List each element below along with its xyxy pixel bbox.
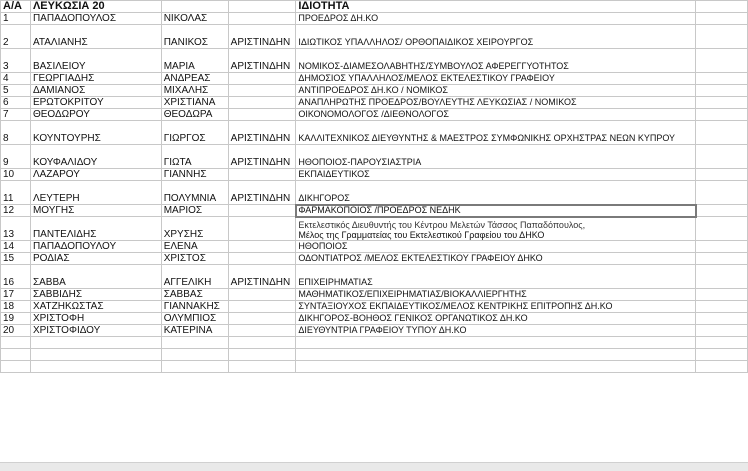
first-name-cell[interactable]: ΧΡΙΣΤΟΣ (161, 253, 228, 265)
last-name-cell[interactable]: ΠΑΝΤΕΛΙΔΗΣ (30, 217, 161, 241)
attribute-text: ΔΙΚΗΓΟΡΟΣ (298, 193, 350, 203)
first-name-cell[interactable]: ΧΡΥΣΗΣ (161, 217, 228, 241)
empty-cell[interactable] (696, 361, 748, 373)
last-name-cell[interactable]: ΕΡΩΤΟΚΡΙΤΟΥ (30, 97, 161, 109)
empty-cell[interactable] (30, 349, 161, 361)
row-number-cell[interactable]: 20 (1, 325, 31, 337)
table-row (1, 121, 748, 145)
empty-cell[interactable] (1, 337, 31, 349)
table-row (1, 169, 748, 181)
header-empty-cell-c[interactable] (161, 1, 228, 13)
attribute-text: ΝΟΜΙΚΟΣ-ΔΙΑΜΕΣΟΛΑΒΗΤΗΣ/ΣΥΜΒΟΥΛΟΣ ΑΦΕΡΕΓΓΥΟΤΗΤΟΣ (298, 61, 569, 71)
table-row (1, 97, 748, 109)
row-number-cell[interactable]: 5 (1, 85, 31, 97)
last-name-cell[interactable]: ΣΑΒΒΙΔΗΣ (30, 289, 161, 301)
tag-cell[interactable]: ΑΡΙΣΤΙΝΔΗΝ (228, 121, 296, 145)
empty-cell-f[interactable] (696, 49, 748, 73)
table-row (1, 109, 748, 121)
table-row (1, 25, 748, 49)
last-name-cell[interactable]: ΚΟΥΝΤΟΥΡΗΣ (30, 121, 161, 145)
table-row (1, 253, 748, 265)
attribute-text: ΠΡΟΕΔΡΟΣ ΔΗ.ΚΟ (298, 13, 379, 23)
empty-cell[interactable] (296, 349, 696, 361)
tag-cell[interactable] (228, 241, 296, 253)
empty-cell-f[interactable] (696, 289, 748, 301)
last-name-cell[interactable]: ΔΑΜΙΑΝΟΣ (30, 85, 161, 97)
row-number-cell[interactable]: 19 (1, 313, 31, 325)
last-name-cell[interactable]: ΜΟΥΓΗΣ (30, 205, 161, 217)
attribute-cell[interactable] (296, 205, 696, 217)
header-row (1, 1, 748, 13)
empty-cell[interactable] (228, 361, 296, 373)
empty-cell-f[interactable] (696, 145, 748, 169)
attribute-text: ΦΑΡΜΑΚΟΠΟΙΟΣ /ΠΡΟΕΔΡΟΣ ΝΕΔΗΚ (298, 205, 461, 215)
empty-cell-f[interactable] (696, 97, 748, 109)
empty-cell[interactable] (228, 349, 296, 361)
first-name-cell[interactable]: ΓΙΩΡΓΟΣ (161, 121, 228, 145)
empty-cell-f[interactable] (696, 85, 748, 97)
attribute-cell[interactable] (296, 73, 696, 85)
empty-cell-f[interactable] (696, 121, 748, 145)
last-name-cell[interactable]: ΛΑΖΑΡΟΥ (30, 169, 161, 181)
attribute-text: ΟΙΚΟΝΟΜΟΛΟΓΟΣ /ΔΙΕΘΝΟΛΟΓΟΣ (298, 109, 449, 119)
first-name-cell[interactable]: ΜΙΧΑΛΗΣ (161, 85, 228, 97)
empty-cell-f[interactable] (696, 217, 748, 241)
attribute-cell[interactable] (296, 313, 696, 325)
row-number-cell[interactable]: 17 (1, 289, 31, 301)
attribute-cell[interactable] (296, 265, 696, 289)
tag-cell[interactable] (228, 85, 296, 97)
attribute-text: ΑΝΑΠΛΗΡΩΤΗΣ ΠΡΟΕΔΡΟΣ/ΒΟΥΛΕΥΤΗΣ ΛΕΥΚΩΣΙΑΣ / ΝΟΜΙΚΟΣ (298, 97, 577, 107)
attribute-cell[interactable] (296, 289, 696, 301)
attribute-text: ΕΚΠΑΙΔΕΥΤΙΚΟΣ (298, 169, 370, 179)
table-row (1, 145, 748, 169)
last-name-cell[interactable]: ΒΑΣΙΛΕΙΟΥ (30, 49, 161, 73)
attribute-cell[interactable] (296, 13, 696, 25)
first-name-cell[interactable]: ΘΕΟΔΩΡΑ (161, 109, 228, 121)
first-name-cell[interactable]: ΕΛΕΝΑ (161, 241, 228, 253)
sheet-bottom-edge (0, 462, 748, 471)
last-name-cell[interactable]: ΧΡΙΣΤΟΦΙΔΟΥ (30, 325, 161, 337)
attribute-cell[interactable] (296, 85, 696, 97)
row-number-cell[interactable]: 2 (1, 25, 31, 49)
table-row (1, 313, 748, 325)
row-number-cell[interactable]: 14 (1, 241, 31, 253)
attribute-text: ΚΑΛΛΙΤΕΧΝΙΚΟΣ ΔΙΕΥΘΥΝΤΗΣ & ΜΑΕΣΤΡΟΣ ΣΥΜΦΩΝΙΚΗΣ ΟΡΧΗΣΤΡΑΣ ΝΕΩΝ ΚΥΠΡΟΥ (298, 133, 676, 143)
tag-cell[interactable] (228, 109, 296, 121)
attribute-text: ΟΔΟΝΤΙΑΤΡΟΣ /ΜΕΛΟΣ ΕΚΤΕΛΕΣΤΙΚΟΥ ΓΡΑΦΕΙΟΥ ΔΗΚΟ (298, 253, 543, 263)
attribute-text: ΔΙΚΗΓΟΡΟΣ-ΒΟΗΘΟΣ ΓΕΝΙΚΟΣ ΟΡΓΑΝΩΤΙΚΟΣ ΔΗ.ΚΟ (298, 313, 528, 323)
last-name-cell[interactable]: ΠΑΠΑΔΟΠΟΥΛΟΥ (30, 241, 161, 253)
row-number-cell[interactable]: 4 (1, 73, 31, 85)
empty-cell[interactable] (30, 361, 161, 373)
last-name-cell[interactable]: ΓΕΩΡΓΙΑΔΗΣ (30, 73, 161, 85)
attribute-text: ΑΝΤΙΠΡΟΕΔΡΟΣ ΔΗ.ΚΟ / ΝΟΜΙΚΟΣ (298, 85, 448, 95)
first-name-cell[interactable]: ΑΓΓΕΛΙΚΗ (161, 265, 228, 289)
empty-cell-f[interactable] (696, 325, 748, 337)
empty-cell-f[interactable] (696, 13, 748, 25)
empty-row (1, 337, 748, 349)
attribute-text: ΙΔΙΩΤΙΚΟΣ ΥΠΑΛΛΗΛΟΣ/ ΟΡΘΟΠΑΙΔΙΚΟΣ ΧΕΙΡΟΥΡΓΟΣ (298, 37, 534, 47)
empty-cell[interactable] (296, 337, 696, 349)
attribute-cell[interactable] (296, 121, 696, 145)
last-name-cell[interactable]: ΚΟΥΦΑΛΙΔΟΥ (30, 145, 161, 169)
attribute-cell[interactable] (296, 253, 696, 265)
attribute-line: Μέλος της Γραμματείας του Εκτελεστικού Γραφείου του ΔΗΚΟ (298, 230, 545, 240)
empty-cell[interactable] (1, 349, 31, 361)
empty-cell[interactable] (696, 337, 748, 349)
last-name-cell[interactable]: ΡΟΔΙΑΣ (30, 253, 161, 265)
first-name-cell[interactable]: ΓΙΩΤΑ (161, 145, 228, 169)
empty-cell-f[interactable] (696, 181, 748, 205)
table-row (1, 85, 748, 97)
empty-cell-f[interactable] (696, 253, 748, 265)
empty-cell-f[interactable] (696, 25, 748, 49)
empty-cell-f[interactable] (696, 109, 748, 121)
first-name-cell[interactable]: ΝΙΚΟΛΑΣ (161, 13, 228, 25)
first-name-cell[interactable]: ΠΑΝΙΚΟΣ (161, 25, 228, 49)
table-row (1, 217, 748, 241)
empty-cell-f[interactable] (696, 301, 748, 313)
tag-cell[interactable] (228, 13, 296, 25)
row-number-cell[interactable]: 15 (1, 253, 31, 265)
first-name-cell[interactable]: ΣΑΒΒΑΣ (161, 289, 228, 301)
header-empty-cell-d[interactable] (228, 1, 296, 13)
empty-cell[interactable] (161, 337, 228, 349)
tag-cell[interactable] (228, 301, 296, 313)
attribute-cell[interactable] (296, 109, 696, 121)
row-number-cell[interactable]: 16 (1, 265, 31, 289)
attribute-cell[interactable] (296, 241, 696, 253)
tag-cell[interactable]: ΑΡΙΣΤΙΝΔΗΝ (228, 181, 296, 205)
first-name-cell[interactable]: ΜΑΡΙΟΣ (161, 205, 228, 217)
empty-cell-f[interactable] (696, 205, 748, 217)
attribute-text: ΜΑΘΗΜΑΤΙΚΟΣ/ΕΠΙΧΕΙΡΗΜΑΤΙΑΣ/ΒΙΟΚΑΛΛΙΕΡΓΗΤΗΣ (298, 289, 527, 299)
attribute-text: ΔΙΕΥΘΥΝΤΡΙΑ ΓΡΑΦΕΙΟΥ ΤΥΠΟΥ ΔΗ.ΚΟ (298, 325, 467, 335)
tag-cell[interactable] (228, 313, 296, 325)
attribute-multiline (298, 220, 693, 240)
table-row (1, 325, 748, 337)
first-name-cell[interactable]: ΚΑΤΕΡΙΝΑ (161, 325, 228, 337)
tag-cell[interactable] (228, 253, 296, 265)
row-number-cell[interactable]: 8 (1, 121, 31, 145)
tag-cell[interactable] (228, 217, 296, 241)
attribute-cell[interactable] (296, 145, 696, 169)
empty-cell[interactable] (696, 349, 748, 361)
table-row (1, 13, 748, 25)
attribute-cell[interactable] (296, 97, 696, 109)
attribute-line-clipped: Εκτελεστικός Διευθυντής του Κέντρου Μελετών Τάσσος Παπαδόπουλος, (298, 220, 586, 230)
table-row (1, 289, 748, 301)
last-name-cell[interactable]: ΘΕΟΔΩΡΟΥ (30, 109, 161, 121)
header-num-cell[interactable]: Α/Α (1, 1, 31, 13)
row-number-cell[interactable]: 9 (1, 145, 31, 169)
row-number-cell[interactable]: 3 (1, 49, 31, 73)
attribute-cell[interactable] (296, 217, 696, 241)
empty-cell-f[interactable] (696, 73, 748, 85)
first-name-cell[interactable]: ΑΝΔΡΕΑΣ (161, 73, 228, 85)
attribute-cell[interactable] (296, 325, 696, 337)
last-name-cell[interactable]: ΧΑΤΖΗΚΩΣΤΑΣ (30, 301, 161, 313)
table-row (1, 73, 748, 85)
last-name-cell[interactable]: ΠΑΠΑΔΟΠΟΥΛΟΣ (30, 13, 161, 25)
attribute-text: ΗΘΟΠΟΙΟΣ (298, 241, 348, 251)
table-row (1, 301, 748, 313)
attribute-text: ΔΗΜΟΣΙΟΣ ΥΠΑΛΛΗΛΟΣ/ΜΕΛΟΣ ΕΚΤΕΛΕΣΤΙΚΟΥ ΓΡΑΦΕΙΟΥ (298, 73, 555, 83)
last-name-cell[interactable]: ΣΑΒΒΑ (30, 265, 161, 289)
tag-cell[interactable] (228, 73, 296, 85)
first-name-cell[interactable]: ΟΛΥΜΠΙΟΣ (161, 313, 228, 325)
tag-cell[interactable] (228, 97, 296, 109)
tag-cell[interactable]: ΑΡΙΣΤΙΝΔΗΝ (228, 25, 296, 49)
first-name-cell[interactable]: ΓΙΑΝΝΗΣ (161, 169, 228, 181)
empty-cell-f[interactable] (696, 241, 748, 253)
header-attr-cell[interactable]: ΙΔΙΟΤΗΤΑ (296, 1, 696, 13)
empty-cell-f[interactable] (696, 313, 748, 325)
first-name-cell[interactable]: ΜΑΡΙΑ (161, 49, 228, 73)
tag-cell[interactable] (228, 205, 296, 217)
last-name-cell[interactable]: ΑΤΑΛΙΑΝΗΣ (30, 25, 161, 49)
tag-cell[interactable]: ΑΡΙΣΤΙΝΔΗΝ (228, 265, 296, 289)
attribute-text: ΣΥΝΤΑΞΙΟΥΧΟΣ ΕΚΠΑΙΔΕΥΤΙΚΟΣ/ΜΕΛΟΣ ΚΕΝΤΡΙΚΗΣ ΕΠΙΤΡΟΠΗΣ ΔΗ.ΚΟ (298, 301, 613, 311)
tag-cell[interactable]: ΑΡΙΣΤΙΝΔΗΝ (228, 49, 296, 73)
first-name-cell[interactable]: ΓΙΑΝΝΑΚΗΣ (161, 301, 228, 313)
row-number-cell[interactable]: 10 (1, 169, 31, 181)
attribute-cell[interactable] (296, 301, 696, 313)
last-name-cell[interactable]: ΛΕΥΤΕΡΗ (30, 181, 161, 205)
table-row (1, 265, 748, 289)
row-number-cell[interactable]: 1 (1, 13, 31, 25)
empty-cell[interactable] (228, 337, 296, 349)
first-name-cell[interactable]: ΠΟΛΥΜΝΙΑ (161, 181, 228, 205)
empty-row (1, 361, 748, 373)
first-name-cell[interactable]: ΧΡΙΣΤΙΑΝΑ (161, 97, 228, 109)
attribute-text: ΕΠΙΧΕΙΡΗΜΑΤΙΑΣ (298, 277, 373, 287)
empty-cell[interactable] (1, 361, 31, 373)
last-name-cell[interactable]: ΧΡΙΣΤΟΦΗ (30, 313, 161, 325)
attribute-cell[interactable] (296, 181, 696, 205)
table-row (1, 181, 748, 205)
attribute-cell[interactable] (296, 49, 696, 73)
row-number-cell[interactable]: 12 (1, 205, 31, 217)
table-row (1, 205, 748, 217)
empty-cell-f[interactable] (696, 169, 748, 181)
empty-cell[interactable] (30, 337, 161, 349)
table-row (1, 49, 748, 73)
table-row (1, 241, 748, 253)
empty-cell[interactable] (161, 361, 228, 373)
row-number-cell[interactable]: 18 (1, 301, 31, 313)
row-number-cell[interactable]: 6 (1, 97, 31, 109)
row-number-cell[interactable]: 13 (1, 217, 31, 241)
row-number-cell[interactable]: 11 (1, 181, 31, 205)
header-empty-cell-f[interactable] (696, 1, 748, 13)
empty-cell-f[interactable] (696, 265, 748, 289)
tag-cell[interactable] (228, 325, 296, 337)
tag-cell[interactable]: ΑΡΙΣΤΙΝΔΗΝ (228, 145, 296, 169)
empty-cell[interactable] (296, 361, 696, 373)
tag-cell[interactable] (228, 169, 296, 181)
attribute-text: ΗΘΟΠΟΙΟΣ-ΠΑΡΟΥΣΙΑΣΤΡΙΑ (298, 157, 422, 167)
header-city-cell[interactable]: ΛΕΥΚΩΣΙΑ 20 (30, 1, 161, 13)
attribute-cell[interactable] (296, 169, 696, 181)
attribute-cell[interactable] (296, 25, 696, 49)
row-number-cell[interactable]: 7 (1, 109, 31, 121)
tag-cell[interactable] (228, 289, 296, 301)
empty-row (1, 349, 748, 361)
empty-cell[interactable] (161, 349, 228, 361)
